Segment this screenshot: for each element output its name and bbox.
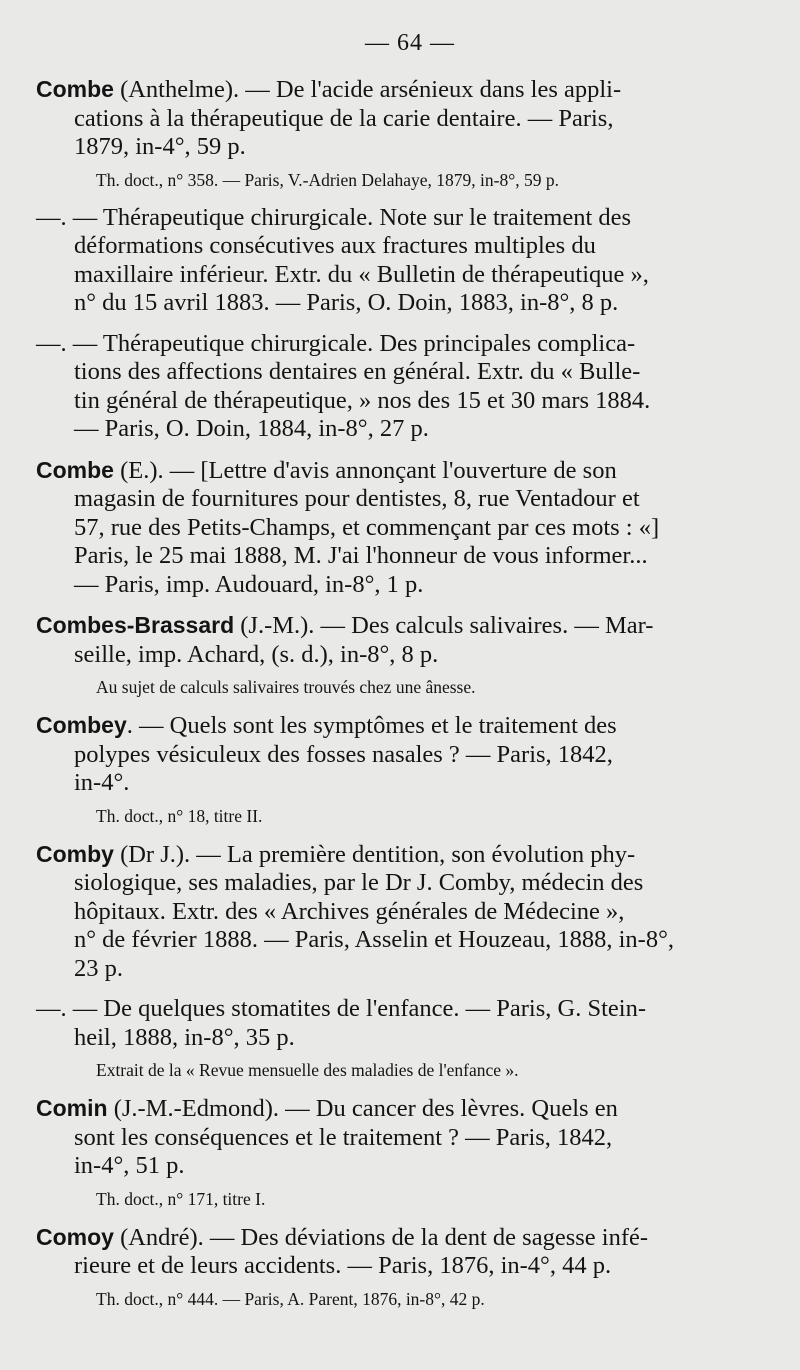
entry-text: magasin de fournitures pour dentistes, 8, rue Ventadour et	[74, 485, 640, 512]
entry-author: Combe	[36, 456, 114, 483]
entry-line	[36, 926, 764, 955]
entry-text: in-4°, 51 p.	[74, 1152, 185, 1179]
entry-line	[36, 711, 764, 741]
entry-text: —. — Thérapeutique chirurgicale. Des principales complica-	[36, 329, 636, 357]
entry-text: hôpitaux. Extr. des « Archives générales de Médecine »,	[74, 897, 625, 925]
entry-line	[36, 1152, 764, 1181]
bibliography-entry	[36, 456, 764, 600]
entry-author: Comin	[36, 1095, 108, 1121]
entry-text: (Anthelme). — De l'acide arsénieux dans les appli-	[113, 76, 622, 103]
entry-text: heil, 1888, in-8°, 35 p.	[74, 1023, 295, 1051]
entry-line	[36, 232, 764, 261]
entry-text: tin général de thérapeutique, » nos des 15 et 30 mars 1884.	[74, 386, 651, 414]
entry-line	[36, 485, 764, 514]
entry-line	[36, 105, 764, 134]
entry-line	[36, 289, 764, 318]
entry-text: in-4°.	[74, 769, 130, 796]
entry-text: (E.). — [Lettre d'avis annonçant l'ouverture de son	[113, 456, 617, 484]
entry-line	[36, 358, 764, 387]
entry-text: — Paris, O. Doin, 1884, in-8°, 27 p.	[74, 415, 429, 442]
entry-text: (J.-M.). — Des calculs salivaires. — Mar-	[234, 612, 654, 639]
entry-author: Comoy	[36, 1223, 114, 1250]
entry-line	[36, 514, 764, 543]
entry-line	[36, 330, 764, 359]
entry-text: (Dr J.). — La première dentition, son évolution phy-	[113, 840, 636, 868]
entry-text: maxillaire inférieur. Extr. du « Bulletin de thérapeutique »,	[74, 260, 649, 288]
entry-text: tions des affections dentaires en général. Extr. du « Bulle-	[74, 358, 641, 385]
entry-author: Combes-Brassard	[36, 612, 235, 638]
entry-note: Extrait de la « Revue mensuelle des maladies de l'enfance ».	[96, 1060, 519, 1080]
entry-text: sont les conséquences et le traitement ? — Paris, 1842,	[74, 1123, 613, 1151]
entry-line	[36, 387, 764, 416]
bibliography-entry	[36, 840, 764, 984]
entry-note: Th. doct., n° 171, titre I.	[96, 1188, 266, 1209]
entry-author: Combey	[36, 712, 127, 738]
entry-line	[36, 995, 764, 1024]
entry-line	[36, 1252, 764, 1281]
entry-text: seille, imp. Achard, (s. d.), in-8°, 8 p.	[74, 640, 439, 668]
entry-author: Combe	[36, 76, 114, 102]
entry-text: rieure et de leurs accidents. — Paris, 1876, in-4°, 44 p.	[74, 1252, 612, 1279]
entry-line	[36, 611, 764, 641]
entry-line	[36, 741, 764, 770]
entry-text: (J.-M.-Edmond). — Du cancer des lèvres. Quels en	[107, 1095, 618, 1122]
page-number: — 64 —	[365, 30, 455, 56]
entry-text: . — Quels sont les symptômes et le traitement des	[126, 712, 617, 739]
entry-note: Th. doct., n° 444. — Paris, A. Parent, 1876, in-8°, 42 p.	[96, 1288, 485, 1309]
bibliography-entry	[36, 75, 764, 192]
entry-line	[36, 1024, 764, 1053]
entry-line	[36, 869, 764, 898]
entry-text: siologique, ses maladies, par le Dr J. Comby, médecin des	[74, 869, 644, 896]
entry-text: 57, rue des Petits-Champs, et commençant par ces mots : «]	[74, 513, 660, 541]
bibliography-entry	[36, 611, 764, 699]
entry-line	[36, 456, 764, 486]
entry-line	[36, 75, 764, 105]
entry-author: Comby	[36, 840, 114, 867]
entry-line	[36, 204, 764, 233]
entry-line	[36, 415, 764, 444]
entry-note: Th. doct., n° 18, titre II.	[96, 805, 263, 826]
bibliography-entry	[36, 1223, 764, 1311]
entry-text: polypes vésiculeux des fosses nasales ? — Paris, 1842,	[74, 740, 613, 768]
entry-line	[36, 1094, 764, 1124]
bibliography-entry	[36, 204, 764, 318]
entry-text: (André). — Des déviations de la dent de sagesse infé-	[113, 1223, 649, 1251]
entry-line	[36, 133, 764, 162]
entry-line	[36, 840, 764, 870]
entry-text: —. — Thérapeutique chirurgicale. Note sur le traitement des	[36, 203, 632, 231]
entry-text: n° du 15 avril 1883. — Paris, O. Doin, 1883, in-8°, 8 p.	[74, 289, 619, 316]
entry-text: Paris, le 25 mai 1888, M. J'ai l'honneur de vous informer...	[74, 542, 648, 569]
entry-text: 23 p.	[74, 954, 123, 982]
entry-text: — Paris, imp. Audouard, in-8°, 1 p.	[74, 570, 424, 598]
bibliography-entry	[36, 1094, 764, 1211]
entry-line	[36, 571, 764, 600]
entry-text: 1879, in-4°, 59 p.	[74, 133, 246, 160]
entry-line	[36, 641, 764, 670]
entry-text: cations à la thérapeutique de la carie dentaire. — Paris,	[74, 104, 614, 132]
entry-text: —. — De quelques stomatites de l'enfance. — Paris, G. Stein-	[36, 995, 646, 1022]
entry-text: déformations consécutives aux fractures multiples du	[74, 232, 596, 259]
bibliography-entry	[36, 711, 764, 828]
entry-line	[36, 1223, 764, 1253]
entry-note: Th. doct., n° 358. — Paris, V.-Adrien Delahaye, 1879, in-8°, 59 p.	[96, 169, 559, 190]
entry-text: n° de février 1888. — Paris, Asselin et Houzeau, 1888, in-8°,	[74, 926, 674, 953]
bibliography-entry	[36, 995, 764, 1082]
bibliography-entry	[36, 330, 764, 444]
entry-line	[36, 261, 764, 290]
bibliography-entries	[36, 75, 764, 1311]
entry-line	[36, 542, 764, 571]
entry-line	[36, 1124, 764, 1153]
entry-line	[36, 769, 764, 798]
entry-line	[36, 898, 764, 927]
entry-note: Au sujet de calculs salivaires trouvés chez une ânesse.	[96, 677, 476, 697]
entry-line	[36, 955, 764, 984]
